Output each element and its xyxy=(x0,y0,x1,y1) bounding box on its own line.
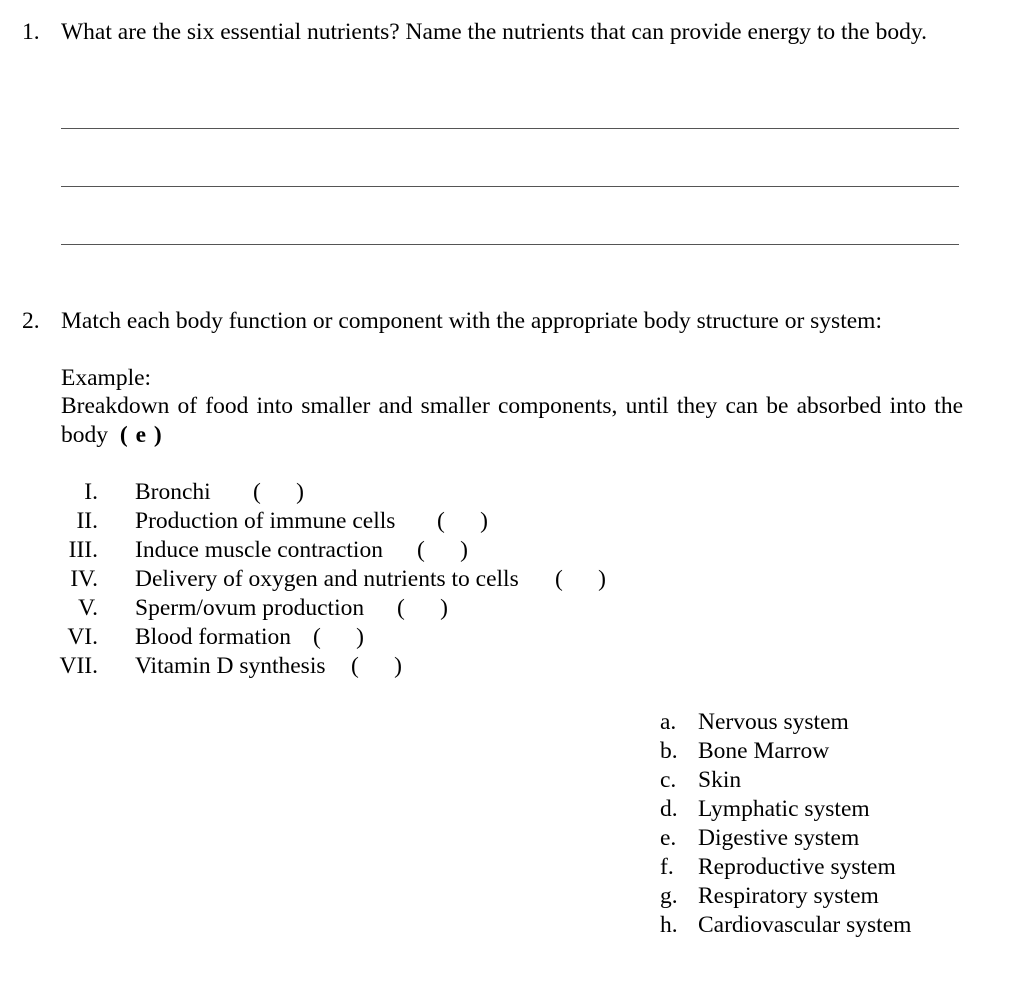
item-numeral: VI. xyxy=(67,624,98,650)
answer-blank[interactable]: ( ) xyxy=(555,566,606,592)
item-numeral: III. xyxy=(68,537,98,563)
example-text xyxy=(61,392,963,449)
answer-blank[interactable]: ( ) xyxy=(417,537,468,563)
option-letter: f. xyxy=(660,854,674,880)
option-letter: d. xyxy=(660,796,678,822)
question-1-number: 1. xyxy=(22,19,40,45)
item-text: Production of immune cells xyxy=(135,508,396,534)
item-text: Vitamin D synthesis xyxy=(135,653,326,679)
list-item xyxy=(135,507,488,536)
answer-line-1[interactable] xyxy=(61,128,959,129)
item-text: Blood formation xyxy=(135,624,291,650)
list-item xyxy=(135,536,468,565)
option-letter: h. xyxy=(660,912,678,938)
item-text: Bronchi xyxy=(135,479,211,505)
list-item xyxy=(135,478,304,507)
list-item xyxy=(135,652,402,681)
option-letter: g. xyxy=(660,883,678,909)
item-numeral: I. xyxy=(84,479,98,505)
question-2-text: Match each body function or component with the appropriate body structure or system: xyxy=(61,308,882,334)
answer-blank[interactable]: ( ) xyxy=(397,595,448,621)
option-text: Digestive system xyxy=(698,825,860,851)
example-answer: ( e ) xyxy=(119,421,163,448)
option-text: Reproductive system xyxy=(698,854,896,880)
item-text: Delivery of oxygen and nutrients to cells xyxy=(135,566,519,592)
item-numeral: IV. xyxy=(70,566,98,592)
list-item xyxy=(135,623,364,652)
option-text: Cardiovascular system xyxy=(698,912,912,938)
option-letter: e. xyxy=(660,825,677,851)
item-text: Sperm/ovum production xyxy=(135,595,365,621)
example-label: Example: xyxy=(61,365,152,391)
item-numeral: V. xyxy=(78,595,98,621)
option-text: Nervous system xyxy=(698,709,849,735)
option-letter: b. xyxy=(660,738,678,764)
item-numeral: VII. xyxy=(59,653,98,679)
answer-blank[interactable]: ( ) xyxy=(253,479,304,505)
option-letter: a. xyxy=(660,709,677,735)
question-1-text: What are the six essential nutrients? Name the nutrients that can provide energy to the body. xyxy=(61,19,927,45)
option-text: Skin xyxy=(698,767,742,793)
answer-blank[interactable]: ( ) xyxy=(437,508,488,534)
list-item xyxy=(135,565,606,594)
option-letter: c. xyxy=(660,767,677,793)
question-2-number: 2. xyxy=(22,308,40,334)
answer-blank[interactable]: ( ) xyxy=(313,624,364,650)
answer-line-2[interactable] xyxy=(61,186,959,187)
example-description: Breakdown of food into smaller and smaller components, until they can be absorbed into the body xyxy=(61,393,963,448)
list-item xyxy=(135,594,448,623)
answer-blank[interactable]: ( ) xyxy=(351,653,402,679)
option-text: Bone Marrow xyxy=(698,738,830,764)
option-text: Respiratory system xyxy=(698,883,879,909)
answer-line-3[interactable] xyxy=(61,244,959,245)
item-text: Induce muscle contraction xyxy=(135,537,383,563)
item-numeral: II. xyxy=(76,508,98,534)
option-text: Lymphatic system xyxy=(698,796,870,822)
